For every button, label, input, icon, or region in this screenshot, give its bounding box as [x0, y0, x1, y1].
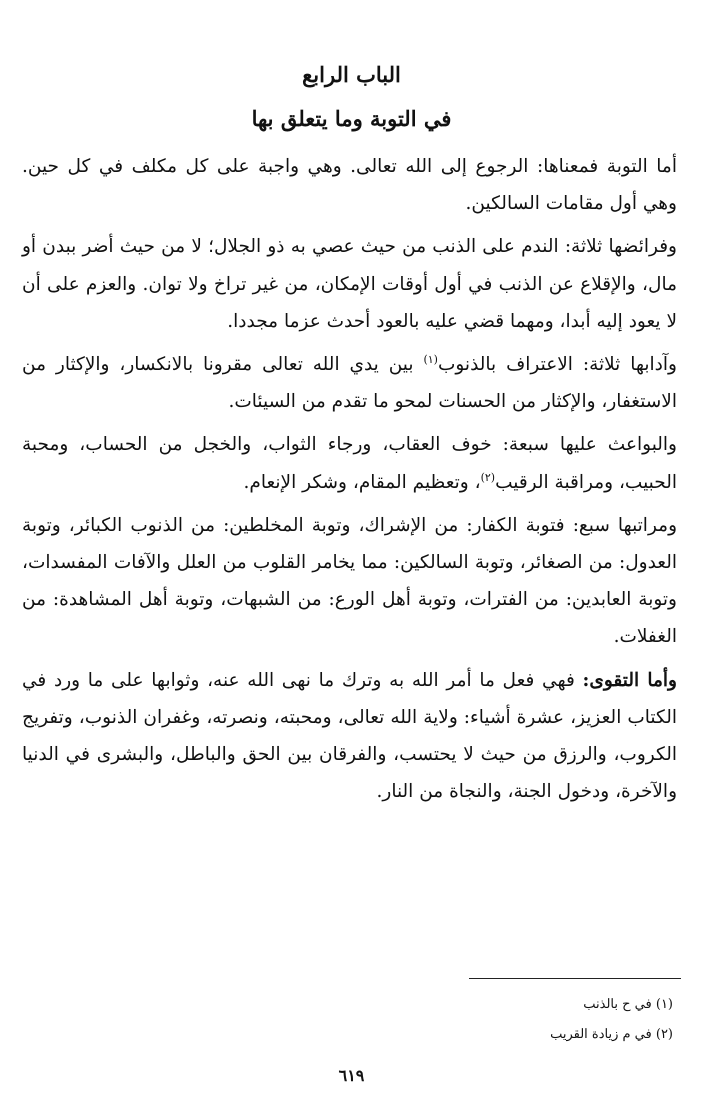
page-number: ٦١٩	[338, 1066, 365, 1085]
paragraph-taqwa-lead: وأما التقوى:	[582, 669, 677, 691]
main-text	[22, 148, 677, 810]
paragraph-etiquette-part-1: وآدابها ثلاثة: الاعتراف بالذنوب	[437, 354, 677, 376]
footnote-divider	[469, 978, 681, 979]
footnote-2: (٢) في م زيادة القريب	[550, 1027, 673, 1042]
footnotes	[300, 990, 673, 1050]
paragraph-motives-part-2: ، وتعظيم المقام، وشكر الإنعام.	[243, 471, 481, 493]
chapter-title: الباب الرابع	[302, 62, 401, 87]
paragraph-obligations: وفرائضها ثلاثة: الندم على الذنب من حيث عصي به ذو الجلال؛ لا من حيث أضر ببدن أو مال، والإقلاع عن الذنب في أول أوقات الإمكان، من غير تراخ ولا توان. والعزم على أن لا يعود إليه أبدا، ومهما قضي عليه بالعود أحدث عزما مجددا.	[22, 236, 677, 332]
section-title: في التوبة وما يتعلق بها	[251, 106, 452, 131]
paragraph-etiquette	[22, 346, 677, 420]
footnote-ref-1: (١)	[423, 352, 438, 366]
paragraph-etiquette-part-2: بين يدي الله تعالى مقرونا بالانكسار، والإكثار من الاستغفار، والإكثار من الحسنات لمحو ما تقدم من السيئات.	[22, 354, 677, 413]
paragraph-ranks: ومراتبها سبع: فتوبة الكفار: من الإشراك، وتوبة المخلطين: من الذنوب الكبائر، وتوبة العدول: من الصغائر، وتوبة السالكين: مما يخامر القلوب من العلل والآفات المفسدات، وتوبة العابدين: من الفترات، وتوبة أهل الورع: من الشبهات، وتوبة أهل المشاهدة: من الغفلات.	[22, 514, 677, 648]
paragraph-taqwa	[22, 662, 677, 811]
paragraph-motives	[22, 426, 677, 500]
paragraph-taqwa-text: فهي فعل ما أمر الله به وترك ما نهى الله عنه، وثوابها على ما ورد في الكتاب العزيز، عشرة أشياء: ولاية الله تعالى، ومحبته، ونصرته، وغفران الذنوب، وتفريج الكروب، والرزق من حيث لا يحتسب، والفرقان بين الحق والباطل، والبشرى في الدنيا والآخرة، ودخول الجنة، والنجاة من النار.	[22, 669, 677, 803]
footnote-ref-2: (٢)	[480, 470, 496, 484]
footnote-1: (١) في ح بالذنب	[583, 997, 673, 1012]
paragraph-motives-part-1: والبواعث عليها سبعة: خوف العقاب، ورجاء الثواب، والخجل من الحساب، ومحبة الحبيب، ومراقبة الرقيب	[22, 434, 677, 493]
paragraph-definition: أما التوبة فمعناها: الرجوع إلى الله تعالى. وهي واجبة على كل مكلف في كل حين. وهي أول مقامات السالكين.	[22, 156, 677, 215]
